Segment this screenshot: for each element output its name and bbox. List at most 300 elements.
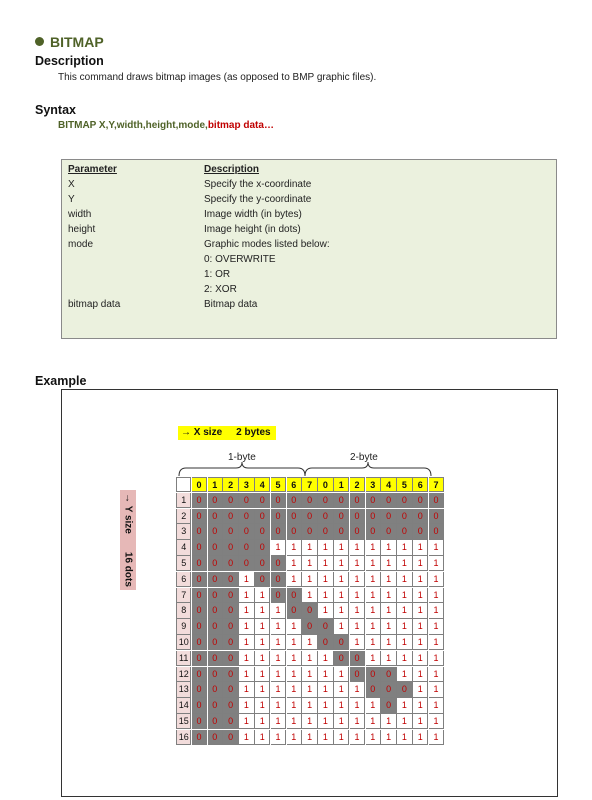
bit-cell: 0 — [318, 493, 333, 508]
row-header: 2 — [176, 509, 191, 524]
bit-cell: 0 — [239, 493, 254, 508]
bit-cell: 1 — [271, 667, 286, 682]
bit-cell: 0 — [208, 556, 223, 571]
row-header: 6 — [176, 572, 191, 587]
column-header: 5 — [271, 477, 286, 492]
bit-cell: 0 — [192, 698, 207, 713]
bit-cell: 1 — [366, 730, 381, 745]
bit-cell: 0 — [302, 509, 317, 524]
bit-cell: 1 — [413, 730, 428, 745]
bit-cell: 0 — [192, 588, 207, 603]
bit-cell: 1 — [397, 714, 412, 729]
bit-cell: 0 — [255, 540, 270, 555]
bit-cell: 1 — [429, 698, 444, 713]
bit-cell: 1 — [429, 540, 444, 555]
bit-cell: 1 — [318, 540, 333, 555]
bit-cell: 0 — [413, 524, 428, 539]
bit-cell: 1 — [334, 603, 349, 618]
bit-cell: 0 — [192, 540, 207, 555]
bit-cell: 0 — [381, 509, 396, 524]
row-header: 14 — [176, 698, 191, 713]
bit-cell: 1 — [318, 556, 333, 571]
bit-cell: 1 — [287, 682, 302, 697]
row-header: 1 — [176, 493, 191, 508]
bit-cell: 1 — [350, 730, 365, 745]
bit-cell: 1 — [271, 635, 286, 650]
bit-cell: 0 — [381, 524, 396, 539]
bit-cell: 0 — [223, 730, 238, 745]
bit-cell: 0 — [271, 588, 286, 603]
row-header: 5 — [176, 556, 191, 571]
bit-cell: 1 — [413, 556, 428, 571]
bit-cell: 1 — [271, 698, 286, 713]
bit-cell: 1 — [350, 619, 365, 634]
bit-cell: 1 — [413, 603, 428, 618]
param-name: bitmap data — [68, 299, 121, 310]
bit-cell: 1 — [302, 667, 317, 682]
bit-cell: 0 — [255, 572, 270, 587]
y-size-label — [123, 493, 134, 587]
bit-cell: 0 — [271, 556, 286, 571]
row-header: 9 — [176, 619, 191, 634]
bit-cell: 0 — [208, 509, 223, 524]
bit-cell: 1 — [397, 667, 412, 682]
bit-cell: 0 — [208, 714, 223, 729]
param-name: Y — [68, 194, 75, 205]
bit-cell: 1 — [239, 635, 254, 650]
bit-cell: 1 — [413, 698, 428, 713]
bit-cell: 0 — [334, 651, 349, 666]
bit-cell: 0 — [223, 635, 238, 650]
bit-cell: 1 — [397, 603, 412, 618]
bit-cell: 1 — [350, 682, 365, 697]
bit-cell: 1 — [381, 714, 396, 729]
bit-cell: 0 — [350, 493, 365, 508]
column-header: 6 — [413, 477, 428, 492]
bit-cell: 1 — [413, 682, 428, 697]
bit-cell: 1 — [397, 698, 412, 713]
bit-cell: 1 — [287, 698, 302, 713]
y-size-text: → Y size — [122, 493, 134, 534]
bit-cell: 0 — [381, 493, 396, 508]
param-desc: Image height (in dots) — [204, 224, 301, 235]
column-header: 4 — [255, 477, 270, 492]
bit-cell: 0 — [223, 540, 238, 555]
byte2-brace — [305, 462, 431, 476]
bit-cell: 1 — [255, 588, 270, 603]
title-text: BITMAP — [50, 34, 104, 50]
x-size-value: 2 bytes — [236, 427, 271, 438]
byte2-label: 2-byte — [350, 452, 378, 463]
bit-cell: 0 — [208, 619, 223, 634]
row-header: 12 — [176, 667, 191, 682]
bit-cell: 1 — [239, 730, 254, 745]
example-heading: Example — [35, 374, 87, 388]
bit-cell: 0 — [413, 509, 428, 524]
bit-cell: 1 — [413, 588, 428, 603]
bit-cell: 1 — [366, 556, 381, 571]
bit-cell: 1 — [381, 730, 396, 745]
bit-cell: 0 — [223, 682, 238, 697]
bit-cell: 1 — [413, 714, 428, 729]
syntax-command-text: BITMAP X,Y,width,height,mode, — [58, 120, 208, 131]
bit-cell: 1 — [350, 603, 365, 618]
bit-cell: 0 — [192, 635, 207, 650]
bit-cell: 1 — [413, 635, 428, 650]
bit-cell: 1 — [350, 540, 365, 555]
bit-cell: 0 — [397, 682, 412, 697]
bit-cell: 0 — [208, 635, 223, 650]
bit-cell: 1 — [287, 714, 302, 729]
bit-cell: 1 — [239, 572, 254, 587]
bit-cell: 0 — [397, 493, 412, 508]
bit-cell: 1 — [318, 588, 333, 603]
parameter-header: Parameter — [68, 164, 117, 175]
bit-cell: 1 — [366, 714, 381, 729]
column-header: 2 — [223, 477, 238, 492]
bit-cell: 1 — [255, 730, 270, 745]
bit-cell: 0 — [429, 509, 444, 524]
bit-cell: 1 — [381, 572, 396, 587]
row-header: 13 — [176, 682, 191, 697]
bit-cell: 0 — [429, 524, 444, 539]
bit-cell: 0 — [223, 588, 238, 603]
bit-cell: 1 — [397, 556, 412, 571]
bit-cell: 0 — [223, 619, 238, 634]
bit-cell: 1 — [413, 572, 428, 587]
bit-cell: 0 — [271, 524, 286, 539]
bit-cell: 1 — [287, 667, 302, 682]
bit-cell: 0 — [271, 493, 286, 508]
bit-cell: 1 — [381, 588, 396, 603]
bit-cell: 0 — [239, 524, 254, 539]
bit-cell: 1 — [397, 730, 412, 745]
bit-cell: 1 — [334, 667, 349, 682]
bit-cell: 1 — [318, 572, 333, 587]
bit-cell: 0 — [208, 524, 223, 539]
bit-cell: 0 — [302, 619, 317, 634]
bit-cell: 0 — [334, 493, 349, 508]
column-header: 2 — [350, 477, 365, 492]
bit-cell: 1 — [397, 540, 412, 555]
description-text: This command draws bitmap images (as opposed to BMP graphic files). — [58, 72, 377, 83]
bit-cell: 0 — [302, 493, 317, 508]
bit-cell: 1 — [334, 698, 349, 713]
bit-cell: 1 — [239, 682, 254, 697]
column-header: 7 — [302, 477, 317, 492]
syntax-heading: Syntax — [35, 103, 76, 117]
bit-cell: 1 — [302, 651, 317, 666]
bit-cell: 1 — [429, 635, 444, 650]
bit-cell: 0 — [208, 493, 223, 508]
bit-cell: 1 — [287, 619, 302, 634]
bit-cell: 0 — [350, 509, 365, 524]
bit-cell: 1 — [302, 698, 317, 713]
bit-cell: 1 — [255, 698, 270, 713]
bit-cell: 0 — [366, 509, 381, 524]
bit-cell: 0 — [255, 556, 270, 571]
description-header: Description — [204, 164, 260, 175]
bit-cell: 1 — [334, 730, 349, 745]
bit-cell: 1 — [334, 682, 349, 697]
bit-cell: 1 — [255, 682, 270, 697]
byte1-label: 1-byte — [228, 452, 256, 463]
bit-cell: 0 — [192, 730, 207, 745]
bit-cell: 0 — [192, 682, 207, 697]
bit-cell: 1 — [255, 619, 270, 634]
bit-cell: 1 — [413, 540, 428, 555]
bit-cell: 1 — [429, 572, 444, 587]
bit-cell: 0 — [318, 524, 333, 539]
bit-cell: 1 — [239, 603, 254, 618]
bit-cell: 0 — [287, 588, 302, 603]
bit-cell: 0 — [334, 635, 349, 650]
column-header: 1 — [334, 477, 349, 492]
bit-cell: 1 — [381, 635, 396, 650]
bit-cell: 1 — [350, 714, 365, 729]
bit-cell: 0 — [223, 556, 238, 571]
bit-cell: 0 — [302, 524, 317, 539]
bit-cell: 1 — [287, 540, 302, 555]
bit-cell: 0 — [208, 730, 223, 745]
bit-cell: 0 — [239, 509, 254, 524]
bit-cell: 0 — [192, 651, 207, 666]
param-desc: Bitmap data — [204, 299, 258, 310]
bit-cell: 1 — [381, 619, 396, 634]
bit-cell: 0 — [192, 667, 207, 682]
bit-cell: 1 — [318, 651, 333, 666]
param-name: X — [68, 179, 75, 190]
bit-cell: 0 — [192, 493, 207, 508]
bit-cell: 1 — [302, 588, 317, 603]
param-desc: 0: OVERWRITE — [204, 254, 276, 265]
bit-cell: 0 — [192, 572, 207, 587]
bit-cell: 1 — [397, 619, 412, 634]
row-header: 11 — [176, 651, 191, 666]
row-header: 7 — [176, 588, 191, 603]
bit-cell: 1 — [366, 619, 381, 634]
bit-cell: 1 — [366, 588, 381, 603]
bit-cell: 1 — [239, 667, 254, 682]
bit-cell: 1 — [287, 651, 302, 666]
bit-cell: 1 — [271, 682, 286, 697]
bit-cell: 0 — [381, 667, 396, 682]
column-header: 1 — [208, 477, 223, 492]
bit-cell: 1 — [302, 635, 317, 650]
bit-cell: 1 — [239, 651, 254, 666]
param-desc: Specify the x-coordinate — [204, 179, 312, 190]
description-heading: Description — [35, 54, 104, 68]
bit-cell: 1 — [397, 635, 412, 650]
bit-cell: 1 — [381, 540, 396, 555]
bit-cell: 1 — [397, 588, 412, 603]
bit-cell: 0 — [208, 572, 223, 587]
bit-cell: 1 — [239, 588, 254, 603]
row-header: 15 — [176, 714, 191, 729]
bit-cell: 0 — [334, 509, 349, 524]
bit-cell: 1 — [287, 556, 302, 571]
bit-cell: 1 — [239, 698, 254, 713]
bit-cell: 1 — [429, 651, 444, 666]
bit-cell: 1 — [255, 603, 270, 618]
column-header: 6 — [287, 477, 302, 492]
bit-cell: 1 — [302, 682, 317, 697]
param-desc: Graphic modes listed below: — [204, 239, 330, 250]
bit-cell: 0 — [350, 651, 365, 666]
bit-cell: 0 — [223, 572, 238, 587]
bit-cell: 1 — [255, 667, 270, 682]
param-name: width — [68, 209, 92, 220]
row-header: 8 — [176, 603, 191, 618]
row-header: 4 — [176, 540, 191, 555]
bit-cell: 1 — [429, 556, 444, 571]
bit-cell: 0 — [366, 493, 381, 508]
bit-cell: 0 — [223, 667, 238, 682]
bit-cell: 1 — [366, 635, 381, 650]
column-header: 0 — [192, 477, 207, 492]
bit-cell: 1 — [429, 714, 444, 729]
bit-cell: 1 — [429, 603, 444, 618]
bit-cell: 1 — [334, 556, 349, 571]
column-header: 4 — [381, 477, 396, 492]
bit-cell: 0 — [287, 603, 302, 618]
bit-cell: 1 — [366, 651, 381, 666]
bit-cell: 1 — [334, 572, 349, 587]
bit-cell: 1 — [302, 730, 317, 745]
bit-cell: 0 — [287, 493, 302, 508]
bit-cell: 1 — [271, 651, 286, 666]
param-desc: Specify the y-coordinate — [204, 194, 312, 205]
bit-cell: 1 — [366, 572, 381, 587]
bit-cell: 0 — [271, 509, 286, 524]
row-header: 10 — [176, 635, 191, 650]
bit-cell: 1 — [366, 540, 381, 555]
bit-cell: 1 — [350, 635, 365, 650]
bit-cell: 1 — [302, 540, 317, 555]
bit-cell: 1 — [318, 603, 333, 618]
bit-cell: 1 — [429, 588, 444, 603]
bit-cell: 0 — [223, 524, 238, 539]
bit-cell: 0 — [381, 698, 396, 713]
bit-cell: 1 — [318, 667, 333, 682]
bit-cell: 0 — [223, 698, 238, 713]
bit-cell: 0 — [208, 682, 223, 697]
bit-cell: 0 — [239, 556, 254, 571]
row-header: 3 — [176, 524, 191, 539]
bit-cell: 0 — [223, 493, 238, 508]
bit-cell: 1 — [255, 635, 270, 650]
bit-cell: 0 — [208, 651, 223, 666]
bit-cell: 0 — [366, 682, 381, 697]
bit-cell: 0 — [318, 635, 333, 650]
bit-cell: 0 — [287, 524, 302, 539]
bit-cell: 1 — [302, 714, 317, 729]
bit-cell: 0 — [223, 603, 238, 618]
bit-cell: 1 — [350, 588, 365, 603]
bit-cell: 0 — [271, 572, 286, 587]
bit-cell: 1 — [255, 651, 270, 666]
bit-cell: 1 — [413, 667, 428, 682]
bit-cell: 1 — [271, 619, 286, 634]
bit-cell: 0 — [350, 667, 365, 682]
bit-cell: 1 — [271, 714, 286, 729]
bit-cell: 1 — [381, 651, 396, 666]
bit-cell: 1 — [271, 730, 286, 745]
bit-cell: 0 — [208, 667, 223, 682]
bit-cell: 0 — [192, 556, 207, 571]
bit-cell: 0 — [192, 509, 207, 524]
bit-cell: 0 — [208, 603, 223, 618]
bit-cell: 1 — [287, 730, 302, 745]
bit-cell: 0 — [208, 698, 223, 713]
bit-cell: 0 — [223, 651, 238, 666]
param-name: mode — [68, 239, 94, 250]
bit-cell: 1 — [413, 651, 428, 666]
bit-cell: 1 — [366, 698, 381, 713]
bit-cell: 1 — [429, 730, 444, 745]
bit-cell: 0 — [429, 493, 444, 508]
bit-cell: 0 — [255, 524, 270, 539]
bit-cell: 1 — [350, 698, 365, 713]
bit-cell: 0 — [413, 493, 428, 508]
row-header: 16 — [176, 730, 191, 745]
bit-cell: 1 — [413, 619, 428, 634]
column-header: 5 — [397, 477, 412, 492]
bit-cell: 1 — [318, 714, 333, 729]
bit-cell: 1 — [381, 603, 396, 618]
bit-cell: 1 — [302, 572, 317, 587]
bit-cell: 1 — [271, 603, 286, 618]
bit-cell: 1 — [239, 714, 254, 729]
y-size-value: 16 dots — [122, 551, 134, 587]
bit-cell: 1 — [350, 556, 365, 571]
bit-cell: 1 — [239, 619, 254, 634]
column-header: 7 — [429, 477, 444, 492]
column-header: 3 — [239, 477, 254, 492]
bit-cell: 1 — [318, 730, 333, 745]
bit-cell: 1 — [381, 556, 396, 571]
bit-cell: 1 — [287, 572, 302, 587]
bit-cell: 0 — [366, 667, 381, 682]
bit-cell: 1 — [318, 682, 333, 697]
bit-cell: 1 — [429, 619, 444, 634]
bit-cell: 1 — [397, 572, 412, 587]
x-size-text: → X size — [181, 427, 223, 438]
param-desc: Image width (in bytes) — [204, 209, 302, 220]
bit-cell: 0 — [192, 714, 207, 729]
bit-cell: 1 — [350, 572, 365, 587]
bit-cell: 0 — [192, 603, 207, 618]
param-desc: 1: OR — [204, 269, 231, 280]
bit-cell: 0 — [223, 509, 238, 524]
bit-cell: 0 — [397, 509, 412, 524]
bit-cell: 1 — [334, 714, 349, 729]
bit-cell: 0 — [381, 682, 396, 697]
bit-cell: 0 — [302, 603, 317, 618]
bit-cell: 0 — [255, 509, 270, 524]
bit-cell: 1 — [334, 619, 349, 634]
bit-cell: 1 — [287, 635, 302, 650]
bit-cell: 0 — [208, 540, 223, 555]
syntax-bitmap-data: bitmap data… — [207, 120, 274, 131]
bit-cell: 1 — [429, 667, 444, 682]
bit-cell: 0 — [192, 524, 207, 539]
bit-cell: 0 — [318, 509, 333, 524]
bit-cell: 1 — [334, 588, 349, 603]
byte1-brace — [179, 462, 305, 476]
bit-cell: 1 — [334, 540, 349, 555]
bit-cell: 0 — [334, 524, 349, 539]
